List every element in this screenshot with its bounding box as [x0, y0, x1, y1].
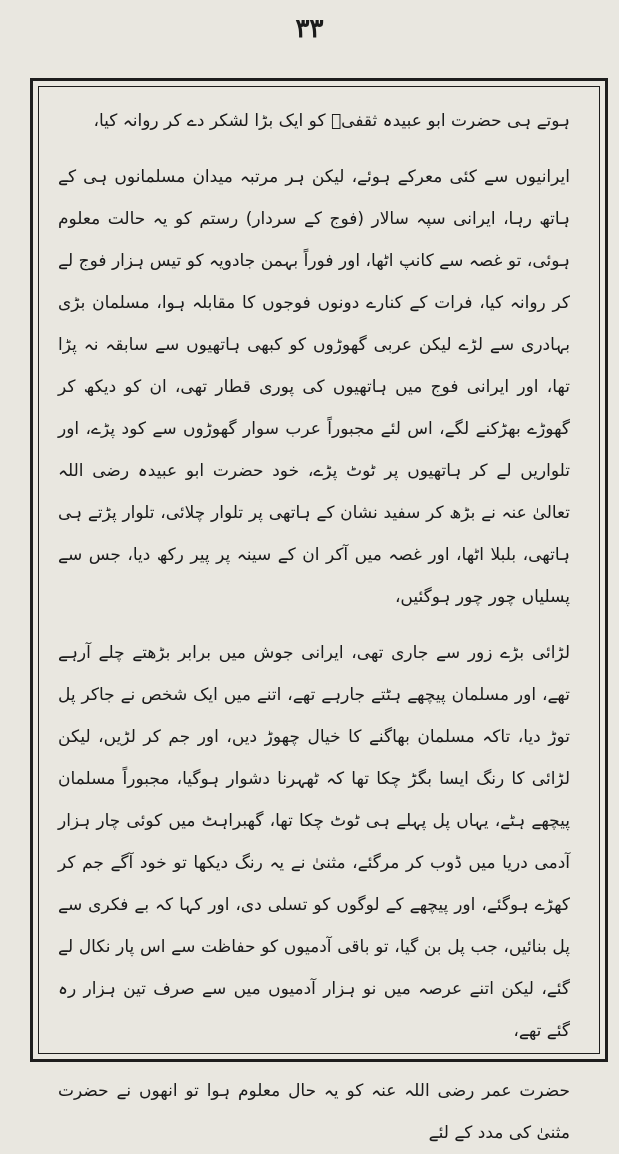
page-number: ۳۳: [295, 14, 324, 44]
paragraph-3: لڑائی بڑے زور سے جاری تھی، ایرانی جوش میں برابر بڑھتے چلے آرہے تھے، اور مسلمان پیچھے ہٹتے جارہے تھے، اتنے میں ایک شخص نے جاکر پل توڑ دیا، تاکہ مسلمان بھاگنے کا خیال چھوڑ دیں، اور جم کر لڑیں، لیکن لڑائی کا رنگ ایسا بگڑ چکا تھا کہ ٹھہرنا دشوار ہوگیا، مجبوراً مسلمان پیچھے ہٹے، یہاں پل پہلے ہی ٹوٹ چکا تھا، گھبراہٹ میں کوئی چار ہزار آدمی دریا میں ڈوب کر مرگئے، مثنیٰ نے یہ رنگ دیکھا تو خود آگے جم کر کھڑے ہوگئے، اور پیچھے کے لوگوں کو تسلی دی، اور کہا کہ بے فکری سے پل بنائیں، جب پل بن گیا، تو باقی آدمیوں کو حفاظت سے اس پار نکال لے گئے، لیکن اتنے عرصہ میں نو ہزار آدمیوں میں سے صرف تین ہزار رہ گئے تھے،: [58, 643, 570, 1041]
page-body-text: [58, 100, 570, 1154]
paragraph-1: ہوتے ہی حضرت ابو عبیدہ ثقفیؓ کو ایک بڑا لشکر دے کر روانہ کیا،: [93, 111, 570, 131]
paragraph-4: حضرت عمر رضی اللہ عنہ کو یہ حال معلوم ہوا تو انھوں نے حضرت مثنیٰ کی مدد کے لئے: [58, 1081, 570, 1143]
paragraph-2: ایرانیوں سے کئی معرکے ہوئے، لیکن ہر مرتبہ میدان مسلمانوں ہی کے ہاتھ رہا، ایرانی سپہ سالار (فوج کے سردار) رستم کو یہ حالت معلوم ہوئی، تو غصہ سے کانپ اٹھا، اور فوراً بہمن جادویہ کو تیس ہزار فوج لے کر روانہ کیا، فرات کے کنارے دونوں فوجوں کا مقابلہ ہوا، مسلمان بڑی بہادری سے لڑے لیکن عربی گھوڑوں کو کبھی ہاتھیوں سے سابقہ نہ پڑا تھا، اور ایرانی فوج میں ہاتھیوں کی پوری قطار تھی، ان کو دیکھ کر گھوڑے بھڑکنے لگے، اس لئے مجبوراً عرب سوار گھوڑوں سے کود پڑے، اور تلواریں لے کر ہاتھیوں پر ٹوٹ پڑے، خود حضرت ابو عبیدہ رضی اللہ تعالیٰ عنہ نے بڑھ کر سفید نشان کے ہاتھی پر تلوار چلائی، تلوار پڑتے ہی ہاتھی، بلبلا اٹھا، اور غصہ میں آکر ان کے سینہ پر پیر رکھ دیا، جس سے پسلیاں چور چور ہوگئیں،: [58, 167, 570, 607]
